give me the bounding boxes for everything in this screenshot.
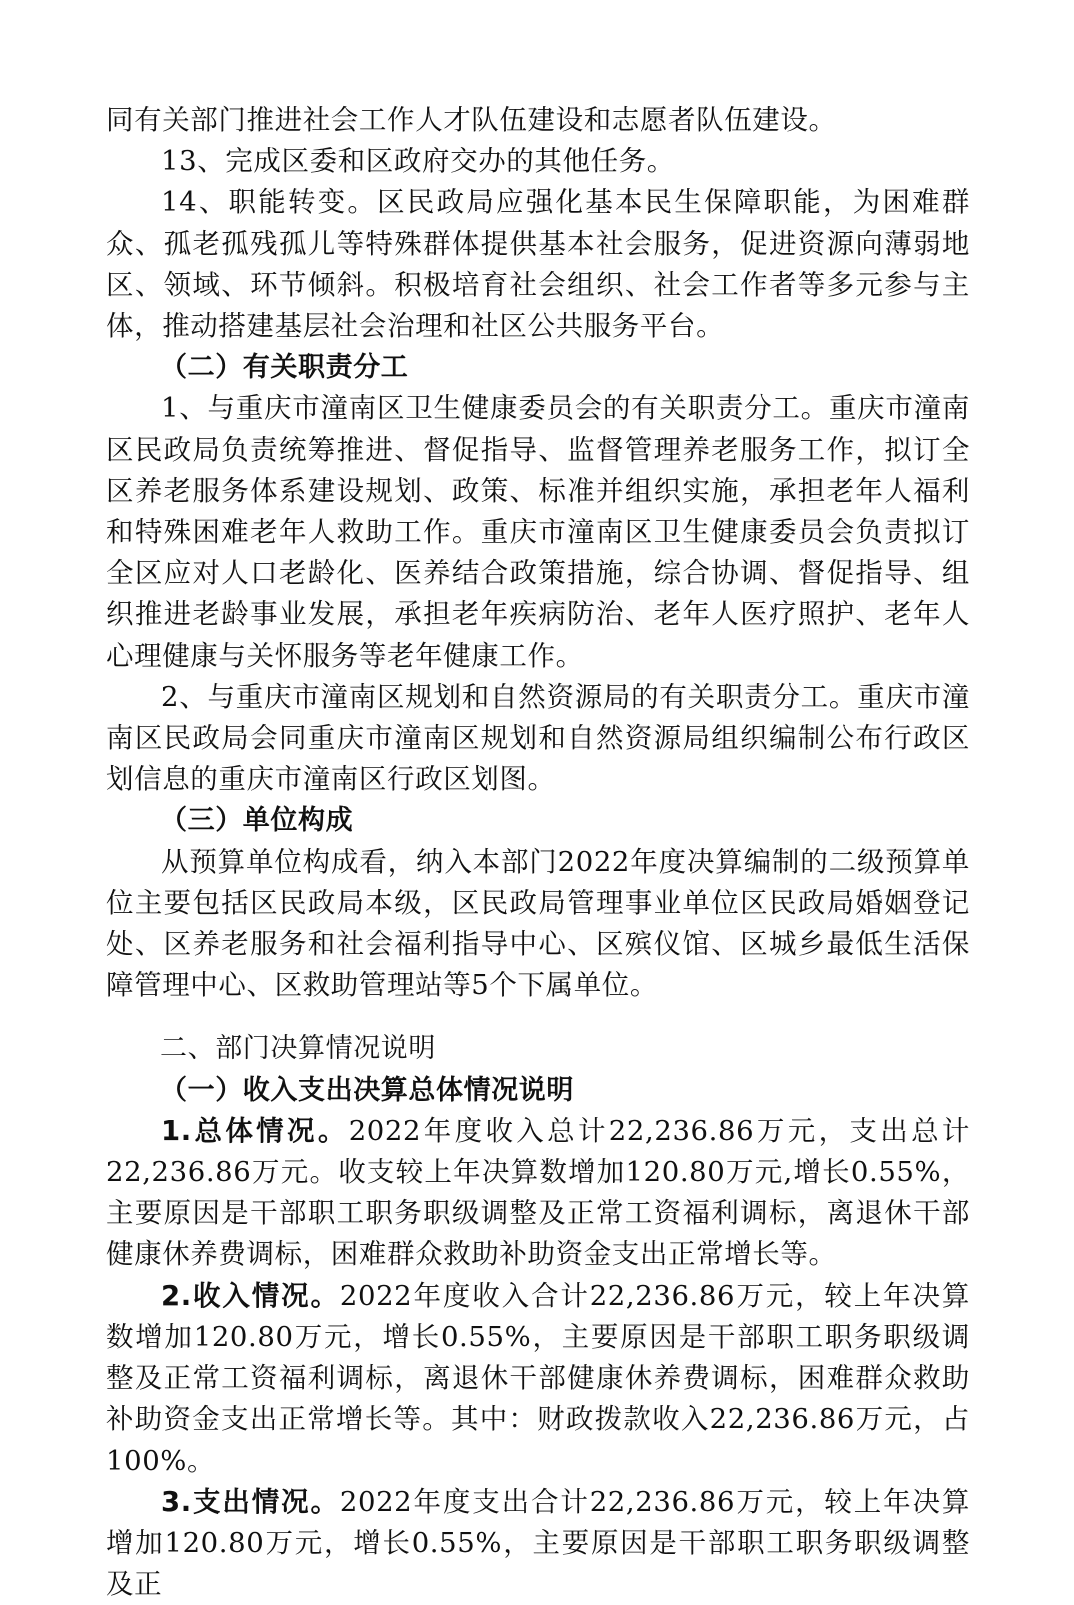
income-text: 2022年度收入合计22,236.86万元，较上年决算数增加120.80万元，增长0.55%，主要原因是干部职工职务职级调整及正常工资福利调标，离退休干部健康休养费调标，困难群众救助补助资金支出正常增长等。其中：财政拨款收入22,236.86万元，占100%。 [106, 1279, 970, 1477]
paragraph-income [106, 1276, 970, 1482]
expense-text: 2022年度支出合计22,236.86万元，较上年决算增加120.80万元，增长0.55%，主要原因是干部职工职务职级调整及正 [106, 1485, 970, 1601]
paragraph-continuation: 同有关部门推进社会工作人才队伍建设和志愿者队伍建设。 [106, 104, 837, 136]
paragraph-duty-2: 2、与重庆市潼南区规划和自然资源局的有关职责分工。重庆市潼南区民政局会同重庆市潼南区规划和自然资源局组织编制公布行政区划信息的重庆市潼南区行政区划图。 [106, 680, 970, 796]
income-lead: 2.收入情况。 [161, 1279, 340, 1312]
paragraph-expense [106, 1482, 970, 1605]
overall-text: 2022年度收入总计22,236.86万元，支出总计22,236.86万元。收支较上年决算数增加120.80万元,增长0.55%，主要原因是干部职工职务职级调整及正常工资福利调标，离退休干部健康休养费调标，困难群众救助补助资金支出正常增长等。 [106, 1114, 970, 1271]
overall-lead: 1.总体情况。 [161, 1114, 349, 1147]
paragraph-item-13: 13、完成区委和区政府交办的其他任务。 [161, 145, 675, 178]
section-heading-units: （三）单位构成 [160, 805, 354, 837]
paragraph-overall [106, 1111, 970, 1276]
paragraph-units: 从预算单位构成看，纳入本部门2022年度决算编制的二级预算单位主要包括区民政局本级，区民政局管理事业单位区民政局婚姻登记处、区养老服务和社会福利指导中心、区殡仪馆、区城乡最低生活保障管理中心、区救助管理站等5个下属单位。 [106, 845, 970, 1002]
document-body [106, 100, 970, 1605]
paragraph-duty-1: 1、与重庆市潼南区卫生健康委员会的有关职责分工。重庆市潼南区民政局负责统筹推进、督促指导、监督管理养老服务工作，拟订全区养老服务体系建设规划、政策、标准并组织实施，承担老年人福利和特殊困难老年人救助工作。重庆市潼南区卫生健康委员会负责拟订全区应对人口老龄化、医养结合政策措施，综合协调、督促指导、组织推进老龄事业发展，承担老年疾病防治、老年人医疗照护、老年人心理健康与关怀服务等老年健康工作。 [106, 392, 970, 672]
section-heading-income-expense: （一）收入支出决算总体情况说明 [160, 1074, 574, 1106]
part-heading-final-accounts: 二、部门决算情况说明 [160, 1033, 436, 1065]
paragraph-item-14: 14、职能转变。区民政局应强化基本民生保障职能，为困难群众、孤老孤残孤儿等特殊群体提供基本社会服务，促进资源向薄弱地区、领域、环节倾斜。积极培育社会组织、社会工作者等多元参与主体，推动搭建基层社会治理和社区公共服务平台。 [106, 186, 970, 343]
section-heading-duties: （二）有关职责分工 [160, 352, 409, 384]
expense-lead: 3.支出情况。 [161, 1485, 340, 1518]
